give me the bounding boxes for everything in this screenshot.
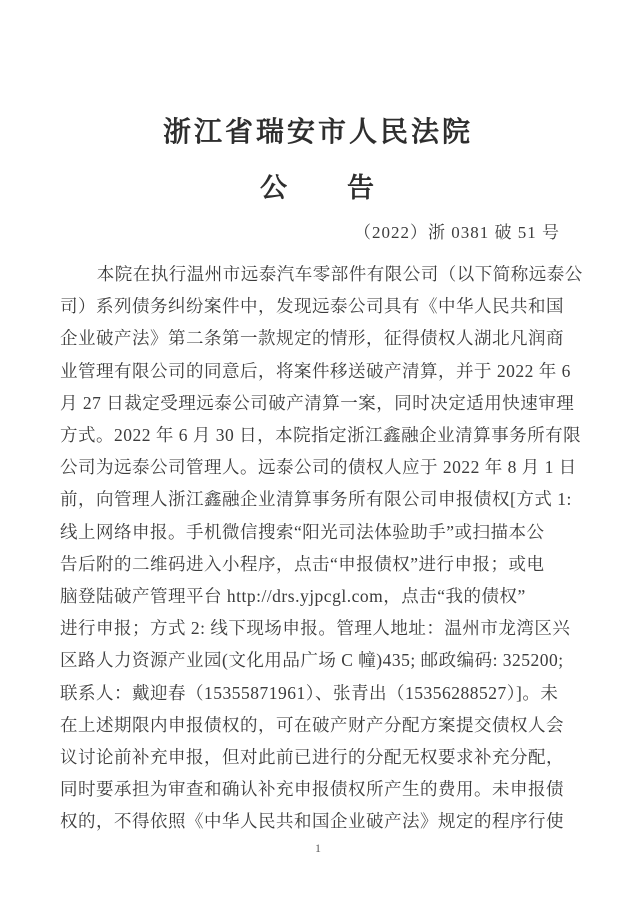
body-line: 区路人力资源产业园(文化用品广场 C 幢)435; 邮政编码: 325200; bbox=[60, 650, 564, 671]
body-line: 联系人：戴迎春（15355871961）、张青出（15356288527）]。未 bbox=[60, 682, 559, 703]
body-line: 业管理有限公司的同意后，将案件移送破产清算，并于 2022 年 6 bbox=[60, 360, 571, 381]
body-line: 脑登陆破产管理平台 http://drs.yjpcgl.com，点击“我的债权” bbox=[60, 586, 526, 607]
body-line: 进行申报；方式 2: 线下现场申报。管理人地址：温州市龙湾区兴 bbox=[60, 618, 571, 639]
body-line: 告后附的二维码进入小程序，点击“申报债权”进行申报；或电 bbox=[60, 553, 545, 574]
body-line: 司）系列债务纠纷案件中，发现远泰公司具有《中华人民共和国 bbox=[60, 296, 564, 317]
body-line: 公司为远泰公司管理人。远泰公司的债权人应于 2022 年 8 月 1 日 bbox=[60, 457, 577, 478]
page-number: 1 bbox=[315, 841, 321, 855]
body-line: 议讨论前补充申报，但对此前已进行的分配无权要求补充分配， bbox=[60, 747, 564, 768]
court-name: 浙江省瑞安市人民法院 bbox=[162, 117, 473, 148]
body-line: 方式。2022 年 6 月 30 日，本院指定浙江鑫融企业清算事务所有限 bbox=[60, 425, 582, 446]
body-line: 同时要承担为审查和确认补充申报债权所产生的费用。未申报债 bbox=[60, 779, 564, 800]
body-line: 线上网络申报。手机微信搜索“阳光司法体验助手”或扫描本公 bbox=[60, 521, 545, 542]
body-line: 本院在执行温州市远泰汽车零部件有限公司（以下简称远泰公 bbox=[96, 264, 583, 284]
body-line: 在上述期限内申报债权的，可在破产财产分配方案提交债权人会 bbox=[60, 714, 564, 735]
body-line: 企业破产法》第二条第一款规定的情形，征得债权人湖北凡润商 bbox=[60, 328, 564, 349]
body-line: 权的，不得依照《中华人民共和国企业破产法》规定的程序行使 bbox=[60, 811, 564, 832]
body-line: 前，向管理人浙江鑫融企业清算事务所有限公司申报债权[方式 1: bbox=[60, 489, 572, 510]
case-number: （2022）浙 0381 破 51 号 bbox=[354, 223, 560, 242]
announcement-body bbox=[60, 258, 583, 838]
announcement-title: 公 告 bbox=[260, 173, 376, 203]
body-line: 月 27 日裁定受理远泰公司破产清算一案，同时决定适用快速审理 bbox=[60, 392, 575, 413]
